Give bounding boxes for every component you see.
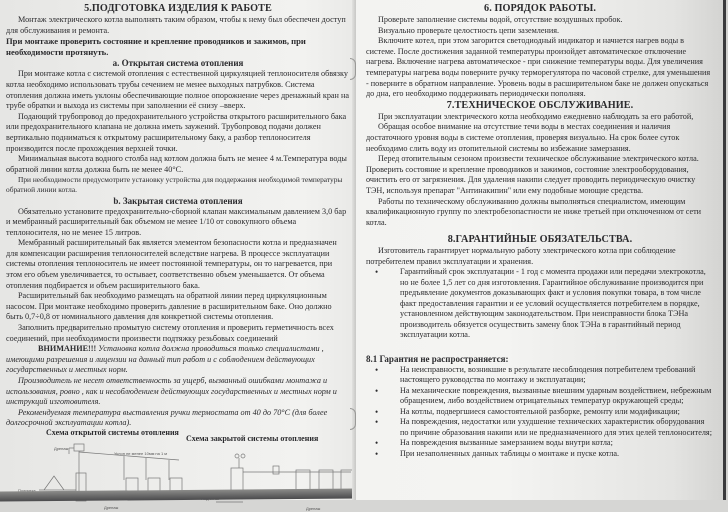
section-7-paragraph: Работы по техническому обслуживанию должны выполняться специалистом, имеющим квалификационную группу по электробезопастности не ниже третьей при отключенном от сети котла. <box>366 196 702 227</box>
warranty-terms-list <box>366 267 714 341</box>
section-5-bold-note: При монтаже проверить состояние и крепление проводников и зажимов, при необходимости протянуть. <box>6 36 306 57</box>
warning-text: Установка котла должна проводиться только специалистами , имеющими разрешения и лицензии на данный тип работ и с соблюдением действующих государственных и местных норм. <box>6 344 324 375</box>
subsection-b-paragraph: Расширительный бак необходимо размещать на обратной линии перед циркуляционным насосом. При монтаже необходимо проверить давление в расширительном баке. Оно должно быть 0,7÷0,8 от номинального давления для конкретной системы отопления. <box>6 291 332 322</box>
list-item: • На неисправности, возникшие в результате несоблюдения потребителем требований настоящего руководства по монтажу и эксплуатации; <box>400 365 714 386</box>
list-item: • На котлы, подвергшиеся самостоятельной разборке, ремонту или модификации; <box>400 407 714 418</box>
left-page <box>0 0 356 511</box>
recommendation-paragraph: Рекомендуемая температура выставления ручки термостата от 40 до 70°С (для более долгосрочной эксплуатации котла). <box>6 407 328 428</box>
svg-text:Дренаж: Дренаж <box>104 504 119 510</box>
closed-system-diagram <box>201 448 361 512</box>
list-item: • На повреждения вызванные замерзанием воды внутри котла; <box>400 438 714 449</box>
warning-label: ВНИМАНИЕ!!! <box>38 344 97 354</box>
section-8-title: 8.ГАРАНТИЙНЫЕ ОБЯЗАТЕЛЬСТВА. <box>447 234 633 246</box>
open-system-diagram-title: Схема открытой системы отопления <box>46 427 179 437</box>
subsection-b-paragraph: Заполнить предварительно промытую систему отопления и проверить герметичность всех соединений, при необходимости произвести подтяжку резьбовых соединений <box>6 323 334 343</box>
list-item: • На повреждения, недостатки или ухудшение технических характеристик оборудования по причине образования накипи или не предназначенного для этих целей теплоносителя; <box>400 417 714 438</box>
section-7-paragraph: Обращая особое внимание на отсутствие течи воды в местах соединения и наличия достаточного уровня воды в системе отопления, проверяя визуально. На срок более суток необходимо слить воду из отопительной системы во избежание замерзания. <box>366 122 680 153</box>
subsection-b-title: b. Закрытая система отопления <box>113 195 243 206</box>
warning-paragraph <box>6 344 350 376</box>
section-7-paragraph: При эксплуатации электрического котла необходимо ежедневно наблюдать за его работой, <box>378 111 694 121</box>
section-7-paragraph: Перед отопительным сезоном произвести техническое обслуживание электрического котла. Проверить состояние и крепление проводников и зажимов, состояние электрооборудования, очистить его от загрязнения. Для удаления накипи следует проводить периодическую очистку ТЭН, используя препарат "Антинакипин" или ему подобные моющие средства. <box>366 154 699 195</box>
subsection-a-note: При необходимости предусмотрите установку устройства для поддержания необходимой температуры обратной линии котла. <box>6 175 343 194</box>
subsection-a-paragraph: Минимальная высота водного столба над котлом должна быть не менее 4 м.Температура воды обратной линии котла должна быть не менее 40°С. <box>6 154 347 174</box>
right-page <box>356 0 728 500</box>
closed-system-diagram-title: Схема закрытой системы отопления <box>186 433 319 443</box>
list-item: • Гарантийный срок эксплуатации - 1 год с момента продажи или передачи электрокотла, но не более 1,5 лет со дня изготовления. Гарантийное обслуживание производится при предъявление документов доказывающих факт и условия покупки товара, в том числе факт предоставления гарантии и ее условий осуществляется потребителем в порядке, установленном действующим законодательством. При неисправности блока ТЭНа производитель обязуется осуществить замену блок ТЭНа в гарантийный период эксплуатации котла. <box>400 267 714 341</box>
subsection-a-paragraph: При монтаже котла с системой отопления с естественной циркуляцией теплоносителя обвязку котла необходимо использовать трубы сечением не менее выходных патрубков. Система отопления должна иметь уклоны обеспечивающие полное опорожнение через дренажный кран на трубе обратки и выхода из системы при заполнении её снизу –вверх. <box>6 69 349 111</box>
subsection-a-paragraph: Подающий трубопровод до предохранительного устройства открытого расширительного бака или предохранительного клапана не должна иметь заужений. Трубопровод подачи должен вертикально подниматься к открытому расширительному баку, а разбор теплоносителя производится после прохождения верхней точки. <box>6 111 347 153</box>
section-6-paragraph: Визуально проверьте целостность цепи заземления. <box>378 25 560 35</box>
section-7-title: 7.ТЕХНИЧЕСКОЕ ОБСЛУЖИВАНИЕ. <box>446 99 634 111</box>
list-item: • При незаполненных данных таблицы о монтаже и пуске котла. <box>400 449 714 460</box>
section-6-paragraph: Проверьте заполнение системы водой, отсутствие воздушных пробок. <box>378 15 623 24</box>
svg-text:Дренаж: Дренаж <box>306 505 321 511</box>
subsection-a-title: a. Открытая система отопления <box>112 58 244 69</box>
list-item: • На механические повреждения, вызванные внешним ударным воздействием, небрежным обращением, либо воздействием отрицательных температур окружающей среды; <box>400 386 714 407</box>
liability-paragraph: Производитель не несет ответственность за ущерб, вызванный ошибками монтажа и использования, ровно , как и несоблюдением действующих государственных и местных норм и инструкций изготовителя. <box>6 376 337 407</box>
subsection-b-paragraph: Обязательно установите предохранительно-сборной клапан максимальным давлением 3,0 бар и мембранный расширительный бак объемом не менее 1/10 от совокупного объема теплоносителя, но не менее 15 литров. <box>6 206 347 237</box>
section-8-intro: Изготовитель гарантирует нормальную работу электрического котла при соблюдение потребителем правил эксплуатации и хранения. <box>366 246 676 266</box>
svg-text:Дренаж: Дренаж <box>54 445 69 451</box>
section-6-title: 6. ПОРЯДОК РАБОТЫ. <box>484 3 596 14</box>
warranty-exclusions-list <box>366 365 714 460</box>
section-8-1-title: 8.1 Гарантия не распространяется: <box>366 353 509 364</box>
section-5-intro: Монтаж электрического котла выполнять таким образом, чтобы к нему был обеспечен доступ для обслуживания и ремонта. <box>6 15 346 35</box>
page-right-edge <box>723 0 726 500</box>
subsection-b-paragraph: Мембранный расширительный бак является элементом безопасности котла и предназначен для компенсации расширения теплоносителей вследствие нагрева. В процессе эксплуатации системы отопления теплоноситель не имеет постоянной температуры, он то нагревается, при этом его объем увеличивается, то остывает, соответственно объем уменьшается. От объема отопления подбирается и объем расширительного бака. <box>6 238 337 290</box>
section-6-paragraph: Включите котел, при этом загорится светодиодный индикатор и начнется нагрев воды в системе. После достижения заданной температуры произойдет автоматическое отключение нагрева. Включение нагрева автоматическое - при снижение температуры воды. Для увеличения температуры нагрева воды поверните ручку терморегулятора по часовой стрелке, для уменьшения - поверните в обратном направление. Уровень воды в расширительном баке не должен опускаться до дна, его необходимо поддерживать периодически пополняя. <box>366 36 711 99</box>
section-5-title: 5.ПОДГОТОВКА ИЗДЕЛИЯ К РАБОТЕ <box>84 3 272 14</box>
svg-text:Уклон не менее 10мм на 1 м: Уклон не менее 10мм на 1 м <box>114 450 168 456</box>
